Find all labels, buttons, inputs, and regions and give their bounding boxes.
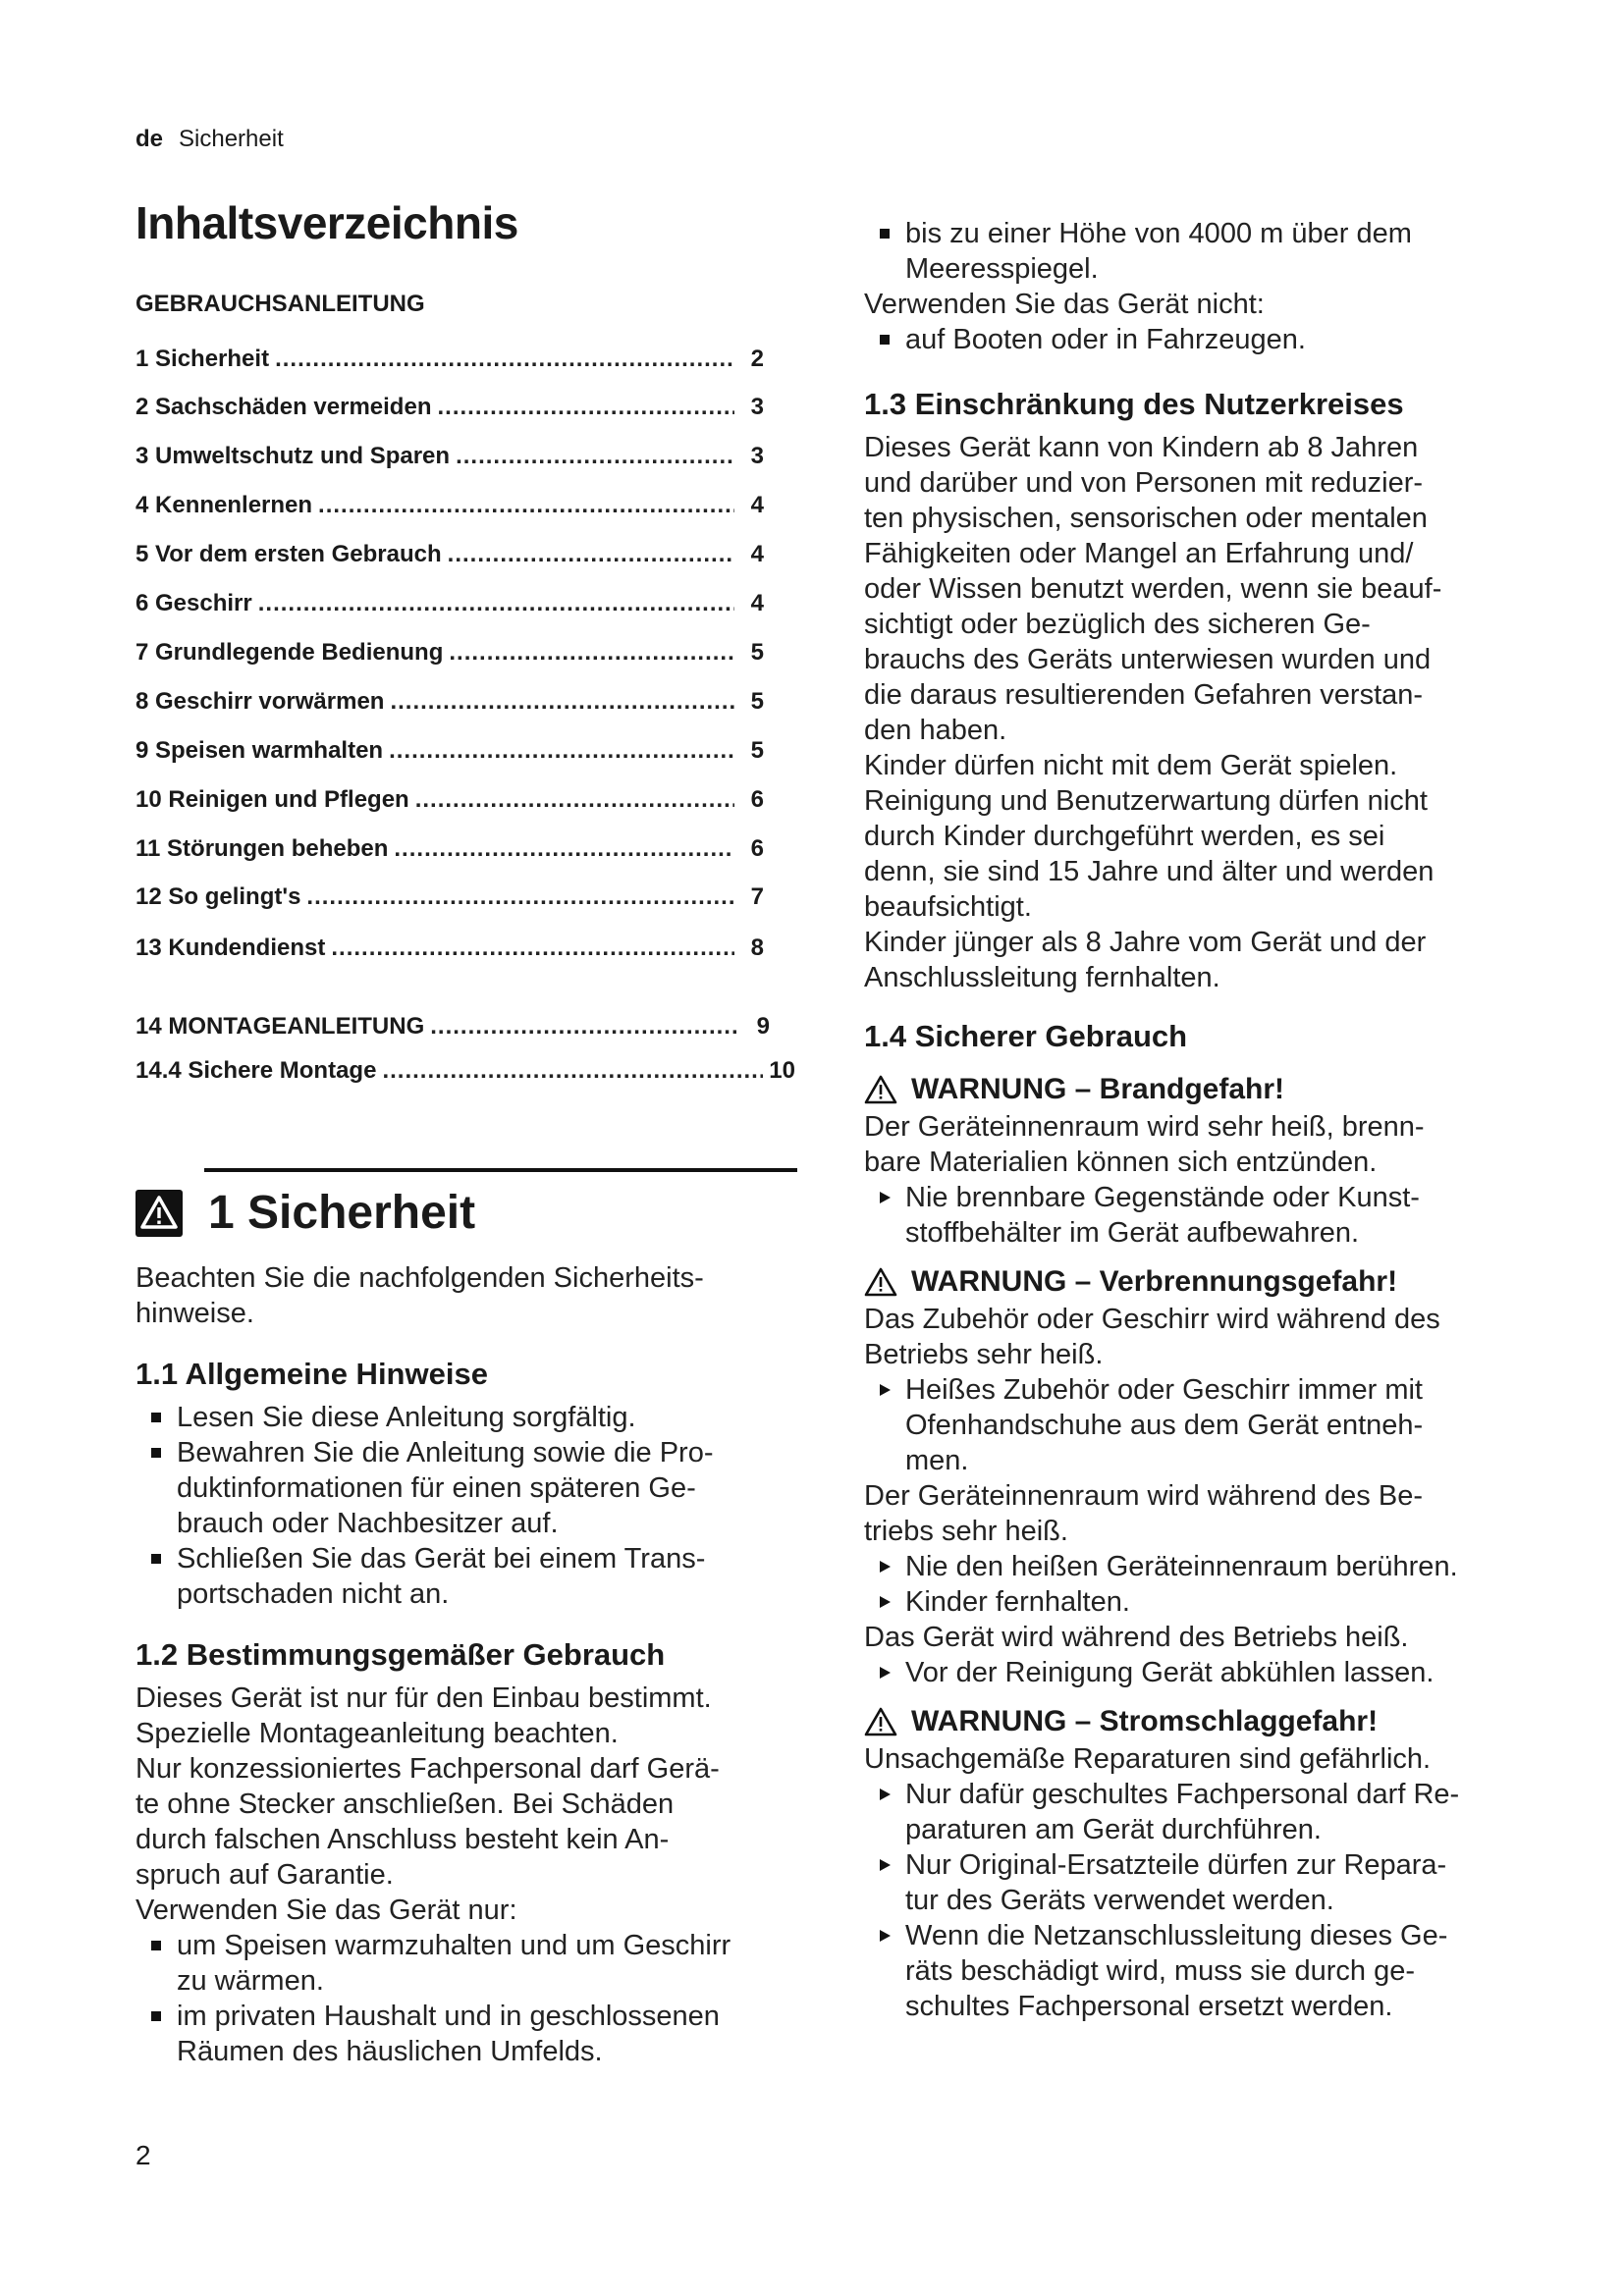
toc-entry[interactable] [135,639,764,667]
page-header [135,126,284,153]
toc-entry[interactable] [135,688,764,716]
text-line: te ohne Stecker anschließen. Bei Schäden [135,1789,675,1820]
action-item [864,1549,1551,1584]
text-line: triebs sehr heiß. [864,1516,1068,1547]
list-item [864,216,1551,287]
text-line: Meeresspiegel. [905,253,1099,285]
text-line: Kinder jünger als 8 Jahre vom Gerät und der [864,927,1427,958]
toc-entry-label: 13 Kundendienst [135,934,326,961]
text-line: Fähigkeiten oder Mangel an Erfahrung und/ [864,538,1414,569]
toc-entry[interactable] [135,934,764,962]
text-line: ten physischen, sensorischen oder mentalen [864,503,1428,534]
section-1-3-text [864,430,1551,995]
toc-entry[interactable] [135,492,764,519]
text-line: Der Geräteinnenraum wird während des Be- [864,1480,1423,1512]
text-line: im privaten Haushalt und in geschlossenen [177,2001,720,2032]
text-line: portschaden nicht an. [177,1578,450,1610]
toc-entry-label: 14 MONTAGEANLEITUNG [135,1013,425,1040]
text-line: brauchs des Geräts unterwiesen wurden und [864,644,1432,675]
toc-leader [448,541,734,568]
text-line: Spezielle Montageanleitung beachten. [135,1718,619,1749]
section-rule [204,1168,797,1172]
text-line: die daraus resultierenden Gefahren verstan- [864,679,1424,711]
text-line: bis zu einer Höhe von 4000 m über dem [905,218,1412,249]
toc-heading: GEBRAUCHSANLEITUNG [135,291,425,317]
section-1-1 [135,1355,823,1612]
toc-entry-label: 5 Vor dem ersten Gebrauch [135,541,442,567]
text-line: Wenn die Netzanschlussleitung dieses Ge- [905,1920,1448,1951]
list-item [135,1541,823,1612]
toc-entry-page: 6 [750,835,764,862]
toc-leader [390,688,734,716]
section-1-3 [864,385,1551,995]
list-item [135,1928,823,1999]
toc-entry[interactable] [135,346,764,373]
text-line: sichtigt oder bezüglich des sicheren Ge- [864,609,1371,640]
text-line: schultes Fachpersonal ersetzt werden. [905,1991,1393,2022]
text-line: Heißes Zubehör oder Geschirr immer mit [905,1374,1423,1406]
toc-entry[interactable] [135,443,764,470]
text-line: paraturen am Gerät durchführen. [905,1814,1322,1845]
heading-1-2: 1.2 Bestimmungsgemäßer Gebrauch [135,1637,666,1672]
toc-entry-label: 3 Umweltschutz und Sparen [135,443,451,469]
text-line: Ofenhandschuhe aus dem Gerät entneh- [905,1410,1424,1441]
toc-entry-label: 11 Störungen beheben [135,835,389,862]
section-1-header [135,1168,797,1247]
toc-entry-page: 6 [750,786,764,813]
toc-entry-page: 10 [769,1057,795,1084]
text-line: Vor der Reinigung Gerät abkühlen lassen. [905,1657,1435,1688]
toc-entry-page: 4 [750,590,764,616]
toc-leader [415,786,734,814]
toc-entry[interactable] [135,786,764,814]
warning-title: WARNUNG – Brandgefahr! [911,1073,1285,1105]
toc-leader [331,934,734,962]
language-code: de [135,126,164,152]
text-line: Nie den heißen Geräteinnenraum berühren. [905,1551,1458,1582]
toc-leader [275,346,734,373]
section-1-2-continued [864,216,1551,357]
toc-entry-page: 7 [750,883,764,910]
toc-entry-label: 14.4 Sichere Montage [135,1057,377,1084]
toc-entry-page: 4 [750,541,764,567]
toc-entry[interactable] [135,737,764,765]
text-line: Nur dafür geschultes Fachpersonal darf Re- [905,1779,1460,1810]
text-line: men. [905,1445,969,1476]
toc-leader [306,883,734,911]
text-line: Nur Original-Ersatzteile dürfen zur Repara- [905,1849,1447,1881]
action-item [864,1777,1551,1847]
text-line: Der Geräteinnenraum wird sehr heiß, brenn- [864,1111,1425,1143]
toc-entry[interactable] [135,835,764,863]
toc-entry-label: 8 Geschirr vorwärmen [135,688,385,715]
toc-entry[interactable] [135,883,764,911]
warning-fire [864,1070,1551,1109]
text-line: Schließen Sie das Gerät bei einem Trans- [177,1543,706,1575]
text-line: Reinigung und Benutzerwartung dürfen nicht [864,785,1428,817]
heading-1-4: 1.4 Sicherer Gebrauch [864,1019,1188,1053]
toc-entry-page: 8 [750,934,764,961]
toc-entry-label: 2 Sachschäden vermeiden [135,394,432,420]
text-line: Lesen Sie diese Anleitung sorgfältig. [177,1402,636,1433]
toc-entry-page: 5 [750,737,764,764]
text-line: Dieses Gerät ist nur für den Einbau bestimmt. [135,1682,712,1714]
toc-entry-page: 5 [750,639,764,666]
text-line: den haben. [864,715,1007,746]
text-line: räts beschädigt wird, muss sie durch ge- [905,1955,1415,1987]
text-line: zu wärmen. [177,1965,324,1997]
toc-entry-label: 1 Sicherheit [135,346,270,372]
warning-title: WARNUNG – Stromschlaggefahr! [911,1705,1379,1737]
text-line: duktinformationen für einen späteren Ge- [177,1472,696,1504]
list-item [135,1999,823,2069]
toc-leader [430,1013,740,1041]
toc-entry-page: 3 [750,443,764,469]
list-item [135,1400,823,1435]
text-line: Nur konzessioniertes Fachpersonal darf Gerä- [135,1753,720,1785]
section-1-2 [135,1635,823,2069]
toc-entry[interactable] [135,590,764,617]
toc-entry-page: 2 [750,346,764,372]
text-line: beaufsichtigt. [864,891,1032,923]
text-line: bare Materialien können sich entzünden. [864,1147,1378,1178]
action-item [864,1655,1551,1690]
toc-leader [456,443,734,470]
text-line: hinweise. [135,1298,254,1329]
toc-entry[interactable] [135,1057,795,1085]
toc-leader [318,492,734,519]
toc-entry-page: 3 [750,394,764,420]
toc-entry-page: 9 [756,1013,770,1040]
warning-burn [864,1262,1551,1302]
toc-entry[interactable] [135,541,764,568]
text-line: auf Booten oder in Fahrzeugen. [905,324,1306,355]
action-item [864,1918,1551,2024]
toc-entry-label: 7 Grundlegende Bedienung [135,639,444,666]
action-item [864,1584,1551,1620]
action-item [864,1372,1551,1478]
heading-1-3: 1.3 Einschränkung des Nutzerkreises [864,387,1404,421]
action-item [864,1180,1551,1251]
text-line: stoffbehälter im Gerät aufbewahren. [905,1217,1360,1249]
text-line: brauch oder Nachbesitzer auf. [177,1508,559,1539]
toc-title: Inhaltsverzeichnis [135,197,518,248]
text-line: oder Wissen benutzt werden, wenn sie beauf- [864,573,1442,605]
text-line: Kinder dürfen nicht mit dem Gerät spielen. [864,750,1398,781]
text-line: tur des Geräts verwendet werden. [905,1885,1334,1916]
toc-entry-label: 4 Kennenlernen [135,492,313,518]
warning-triangle-icon [864,1075,897,1104]
toc-entry-label: 10 Reinigen und Pflegen [135,786,409,813]
warning-triangle-icon [864,1707,897,1736]
section-1-title: 1 Sicherheit [208,1187,476,1239]
header-section: Sicherheit [179,126,284,152]
toc-leader [389,737,734,765]
text-line: Verwenden Sie das Gerät nur: [135,1895,517,1926]
toc-entry[interactable] [135,394,764,421]
toc-leader [437,394,734,421]
warning-triangle-icon [864,1267,897,1297]
list-item [135,1435,823,1541]
warning-electric [864,1702,1551,1741]
warning-icon [135,1190,183,1237]
text-line: Das Gerät wird während des Betriebs heiß. [864,1622,1409,1653]
text-line: durch Kinder durchgeführt werden, es sei [864,821,1385,852]
text-line: Dieses Gerät kann von Kindern ab 8 Jahren [864,432,1419,463]
warning-title: WARNUNG – Verbrennungsgefahr! [911,1265,1398,1298]
toc-leader [382,1057,763,1085]
text-line: durch falschen Anschluss besteht kein An- [135,1824,670,1855]
toc-entry-page: 4 [750,492,764,518]
toc-leader [394,835,734,863]
heading-1-1: 1.1 Allgemeine Hinweise [135,1357,488,1391]
text-line: Verwenden Sie das Gerät nicht: [864,289,1265,320]
toc-entry-label: 12 So gelingt's [135,883,301,910]
toc-leader [258,590,734,617]
text-line: denn, sie sind 15 Jahre und älter und werden [864,856,1435,887]
toc-leader [449,639,734,667]
text-line: Bewahren Sie die Anleitung sowie die Pro- [177,1437,714,1468]
text-line: Unsachgemäße Reparaturen sind gefährlich. [864,1743,1432,1775]
text-line: Nie brennbare Gegenstände oder Kunst- [905,1182,1420,1213]
toc-entry-label: 9 Speisen warmhalten [135,737,384,764]
text-line: Beachten Sie die nachfolgenden Sicherheits- [135,1262,704,1294]
text-line: und darüber und von Personen mit reduzier- [864,467,1424,499]
text-line: um Speisen warmzuhalten und um Geschirr [177,1930,731,1961]
page-number: 2 [135,2140,151,2170]
text-line: Anschlussleitung fernhalten. [864,962,1220,993]
list-item [864,322,1551,357]
text-line: spruch auf Garantie. [135,1859,394,1891]
toc-entry-label: 6 Geschirr [135,590,252,616]
text-line: Betriebs sehr heiß. [864,1339,1104,1370]
toc-entry[interactable] [135,1013,770,1041]
text-line: Das Zubehör oder Geschirr wird während des [864,1304,1440,1335]
section-1-intro [135,1260,823,1331]
toc-entry-page: 5 [750,688,764,715]
action-item [864,1847,1551,1918]
section-1-4 [864,1017,1551,2024]
text-line: Räumen des häuslichen Umfelds. [177,2036,603,2067]
text-line: Kinder fernhalten. [905,1586,1130,1618]
